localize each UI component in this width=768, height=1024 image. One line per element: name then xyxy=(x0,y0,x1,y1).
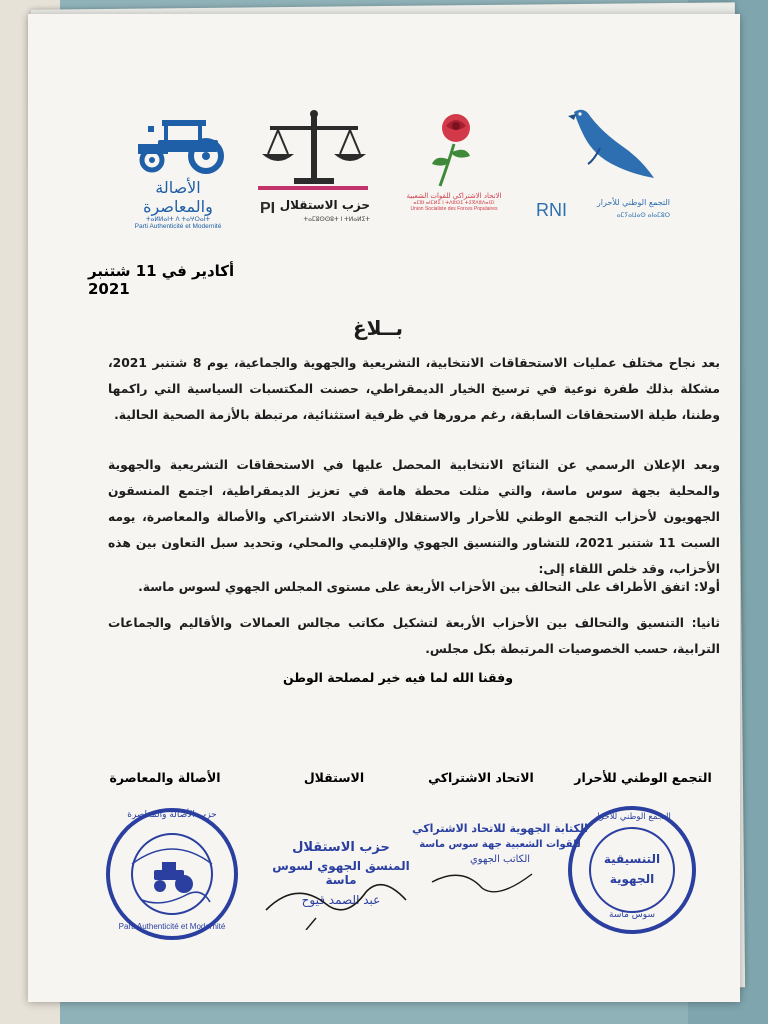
pi-logo-tifinagh: ⵜⴰⵎⵓⵙⵙⵓⵜ ⵏ ⵜⵍⴰⵍⵉⵜ xyxy=(303,216,370,223)
rose-icon xyxy=(396,106,512,188)
usfp-stamp-line3: الكاتب الجهوي xyxy=(469,854,531,865)
pi-logo-abbr: PI xyxy=(260,200,276,217)
rni-logo-tifinagh: ⴰⵎⵢⴰⵡⴰⵙ ⴰⵏⴰⵎⵓⵔ xyxy=(616,212,670,219)
rni-logo-abbr: RNI xyxy=(536,200,567,220)
usfp-logo-name-ar: الاتحاد الاشتراكي للقوات الشعبية xyxy=(406,192,502,200)
signatory-pam: الأصالة والمعاصرة xyxy=(109,770,221,785)
usfp-logo xyxy=(396,106,512,226)
pam-logo-name-ar: الأصالة والمعاصرة xyxy=(143,178,213,216)
rni-logo xyxy=(536,102,676,232)
dove-icon xyxy=(550,102,670,186)
pam-stamp xyxy=(102,804,242,944)
pi-signature xyxy=(256,870,426,930)
paragraph-intro: بعد نجاح مختلف عمليات الاستحقاقات الانتخابية، التشريعية والجهوية والجماعية، يوم 8 شتنبر 2021، مشكلة بذلك طفرة نوعية في ترسيخ الخيار الديمقراطي، حصنت المكتسبات السياسية التي راكمها وطننا، طيلة الاستحقاقات السابقة، رغم مرورها في ظرفية استثنائية، مرتبطة بالأزمة الصحية الحالية. xyxy=(108,356,720,422)
pi-stamp-line1: حزب الاستقلال xyxy=(292,840,390,855)
usfp-stamp-line2: للقوات الشعبية جهة سوس ماسة xyxy=(419,839,581,850)
pam-logo-tifinagh: ⵜⴰⵍⵍⴰⵏⵜ ⴷ ⵜⴰⵖⵔⴰⵏⵜ xyxy=(145,216,211,223)
pam-logo-name-fr: Parti Authenticité et Modernité xyxy=(134,223,222,230)
usfp-stamp-line1: الكتابة الجهوية للاتحاد الاشتراكي xyxy=(412,822,588,835)
pam-stamp-ring-ar: حزب الأصالة والمعاصرة xyxy=(127,810,217,820)
pi-stamp xyxy=(256,840,426,940)
rni-stamp-center2: الجهوية xyxy=(609,872,655,886)
paragraph-point-one: أولا: اتفق الأطراف على التحالف بين الأحزاب الأربعة على مستوى المجلس الجهوي لسوس ماسة. xyxy=(138,580,720,594)
paragraph-point-two: ثانيا: التنسيق والتحالف بين الأحزاب الأربعة لتشكيل مكاتب مجالس العمالات والأقاليم والجماعات الترابية، حسب الخصوصيات المرتبطة بكل مجلس. xyxy=(108,616,720,656)
scales-icon xyxy=(254,108,372,192)
pi-logo xyxy=(254,108,372,232)
closing-line: وفقنا الله لما فيه خير لمصلحة الوطن xyxy=(283,670,513,685)
rni-stamp-ring: التجمع الوطني للأحرار xyxy=(593,812,671,822)
document-title: بــلاغ xyxy=(352,316,404,340)
rni-stamp-bottom: سوس ماسة xyxy=(609,910,655,920)
pi-logo-name-ar: حزب الاستقلال xyxy=(279,198,370,212)
pi-stamp-line2: المنسق الجهوي لسوس ماسة xyxy=(272,859,410,887)
signatory-usfp: الاتحاد الاشتراكي xyxy=(428,770,534,785)
pi-stamp-line3: عبد الصمد قيوح xyxy=(301,893,381,907)
rni-logo-name-ar: التجمع الوطني للأحرار xyxy=(596,198,670,207)
usfp-logo-tifinagh: ⴰⵎⵓⵏ ⴰⵏⵎⵍⵉ ⵏ ⵜⴷⵓⵙⵉ ⵜⵉⴳⴷⵓⴷⴰⵏⵉⵏ xyxy=(413,200,495,206)
document-page xyxy=(28,14,740,1002)
usfp-logo-name-fr: Union Socialiste des Forces Populaires xyxy=(410,206,498,212)
rni-stamp-center1: التنسيقية xyxy=(603,852,661,866)
paragraph-meeting: وبعد الإعلان الرسمي عن النتائج الانتخابية المحصل عليها في الاستحقاقات التشريعية والجهوية والمحلية بجهة سوس ماسة، والتي مثلت محطة هامة في تعزيز الديمقراطية، اجتمع المنسقون الجهويون لأحزاب التجمع الوطني للأحرار والاستقلال والاتحاد الاشتراكي والأصالة والمعاصرة، يومه السبت 11 شتنبر 2021، للتشاور والتنسيق الجهوي والإقليمي والمحلي، وتحديد سبل التعاون بين هذه الأحزاب، وقد خلص اللقاء إلى: xyxy=(108,458,720,576)
pam-stamp-ring-fr: Parti Authenticité et Modernité xyxy=(118,922,226,931)
pam-logo xyxy=(118,112,238,230)
signatory-rni: التجمع الوطني للأحرار xyxy=(574,770,712,785)
rni-stamp xyxy=(562,800,702,940)
tractor-icon xyxy=(118,112,238,174)
signatory-pi: الاستقلال xyxy=(303,770,365,785)
document-date: أكادير في 11 شتنبر 2021 xyxy=(88,262,235,298)
